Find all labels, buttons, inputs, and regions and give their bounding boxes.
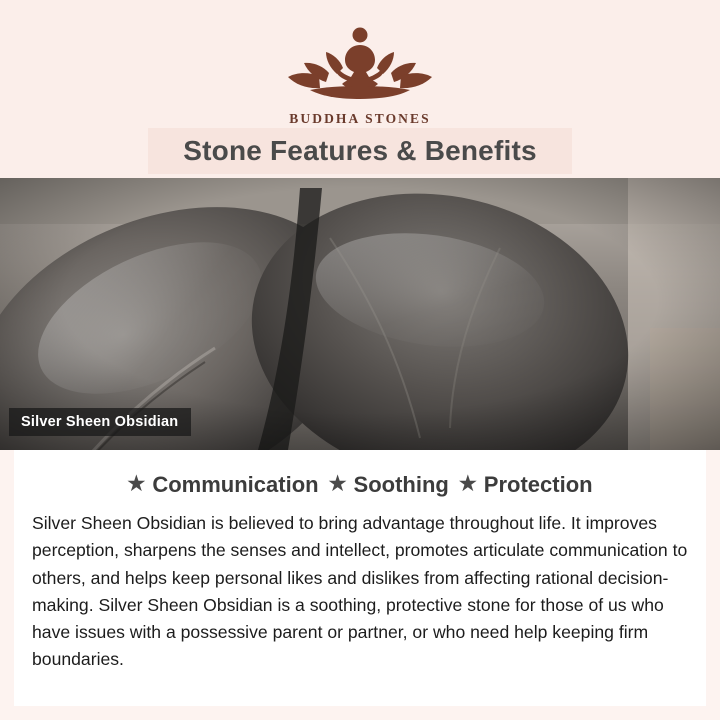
keyword-label: Soothing xyxy=(353,472,449,497)
star-icon: ★ xyxy=(328,473,347,495)
stone-photo xyxy=(0,178,720,450)
keyword-label: Communication xyxy=(152,472,319,497)
lotus-meditation-icon xyxy=(0,22,720,105)
keyword-row xyxy=(28,472,692,498)
content-panel xyxy=(14,450,706,706)
keyword-communication xyxy=(127,472,318,498)
header xyxy=(0,0,720,180)
title-banner xyxy=(148,128,572,174)
keyword-protection xyxy=(459,472,593,498)
stone-description: Silver Sheen Obsidian is believed to bring advantage throughout life. It improves perception, sharpens the senses and intellect, promotes articulate communication to others, and helps keep personal likes and dislikes from affecting rational decision-making. Silver Sheen Obsidian is a soothing, protective stone for those of us who have issues with a possessive parent or partner, or who need help keeping firm boundaries. xyxy=(32,513,688,670)
brand-logo xyxy=(0,22,720,127)
keyword-label: Protection xyxy=(483,472,593,497)
page-title: Stone Features & Benefits xyxy=(183,135,537,166)
star-icon: ★ xyxy=(458,473,477,495)
brand-name: BUDDHA STONES xyxy=(289,111,431,126)
keyword-soothing xyxy=(329,472,449,498)
star-icon: ★ xyxy=(127,473,146,495)
photo-caption: Silver Sheen Obsidian xyxy=(9,408,191,436)
